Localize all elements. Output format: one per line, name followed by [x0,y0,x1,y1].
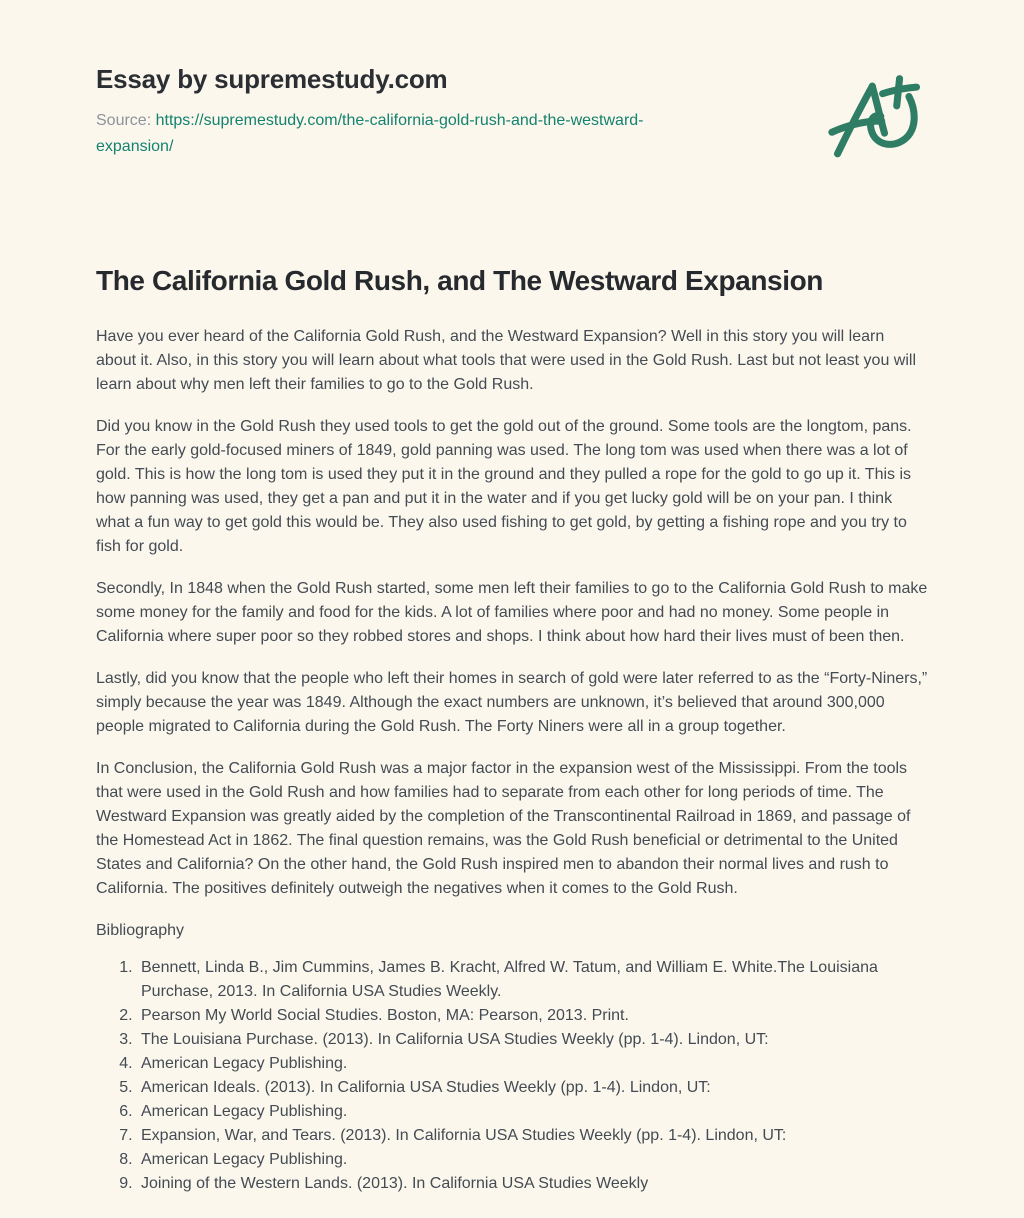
essay-paragraph: Lastly, did you know that the people who left their homes in search of gold were later referred to as the “Forty-Niners,” simply because the year was 1849. Although the exact numbers are unknown, it’s believed that around 300,000 people migrated to California during the Gold Rush. The Forty Niners were all in a group together. [96,670,928,735]
bibliography-item: 4. American Legacy Publishing. [137,1052,928,1076]
bibliography-item: 1. Bennett, Linda B., Jim Cummins, James B. Kracht, Alfred W. Tatum, and William E. White.The Louisiana Purchase, 2013. In California USA Studies Weekly. [137,956,928,1004]
bibliography-heading: Bibliography [96,922,185,939]
bibliography-item: 9. Joining of the Western Lands. (2013). In California USA Studies Weekly [137,1172,928,1196]
header-text-block [96,64,696,160]
essay-byline: Essay by supremestudy.com [96,64,448,94]
essay-paragraph: Have you ever heard of the California Gold Rush, and the Westward Expansion? Well in this story you will learn about it. Also, in this story you will learn about what tools that were used in the Gold Rush. Last but not least you will learn about why men left their families to go to the Gold Rush. [96,328,916,393]
source-link[interactable]: https://supremestudy.com/the-california-gold-rush-and-the-westward-expansion/ [96,112,644,155]
bibliography-item: 8. American Legacy Publishing. [137,1148,928,1172]
bibliography-item: 5. American Ideals. (2013). In California USA Studies Weekly (pp. 1-4). Lindon, UT: [137,1076,928,1100]
bibliography-item: 2. Pearson My World Social Studies. Boston, MA: Pearson, 2013. Print. [137,1004,928,1028]
source-label: Source: [96,112,152,129]
bibliography-list [96,956,928,1196]
aplus-logo-icon [828,73,926,167]
page-header [96,64,928,167]
essay-paragraph: Secondly, In 1848 when the Gold Rush started, some men left their families to go to the California Gold Rush to make some money for the family and food for the kids. A lot of families where poor and had no money. Some people in California where super poor so they robbed stores and shops. I think about how hard their lives must of been then. [96,580,928,645]
bibliography-item: 7. Expansion, War, and Tears. (2013). In California USA Studies Weekly (pp. 1-4). Lindon, UT: [137,1124,928,1148]
essay-paragraph: Did you know in the Gold Rush they used tools to get the gold out of the ground. Some tools are the longtom, pans. For the early gold-focused miners of 1849, gold panning was used. The long tom was used when there was a lot of gold. This is how the long tom is used they put it in the ground and they pulled a rope for the gold to go up it. This is how panning was used, they get a pan and put it in the water and if you get lucky gold will be on your pan. I think what a fun way to get gold this would be. They also used fishing to get gold, by getting a fishing rope and you try to fish for gold. [96,418,912,555]
essay-title: The California Gold Rush, and The Westward Expansion [96,265,823,296]
source-line [96,108,696,160]
bibliography-item: 6. American Legacy Publishing. [137,1100,928,1124]
bibliography-item: 3. The Louisiana Purchase. (2013). In California USA Studies Weekly (pp. 1-4). Lindon, UT: [137,1028,928,1052]
essay-paragraph: In Conclusion, the California Gold Rush was a major factor in the expansion west of the Mississippi. From the tools that were used in the Gold Rush and how families had to separate from each other for long periods of time. The Westward Expansion was greatly aided by the completion of the Transcontinental Railroad in 1869, and passage of the Homestead Act in 1862. The final question remains, was the Gold Rush beneficial or detrimental to the United States and California? On the other hand, the Gold Rush inspired men to abandon their normal lives and rush to California. The positives definitely outweigh the negatives when it comes to the Gold Rush. [96,760,911,897]
